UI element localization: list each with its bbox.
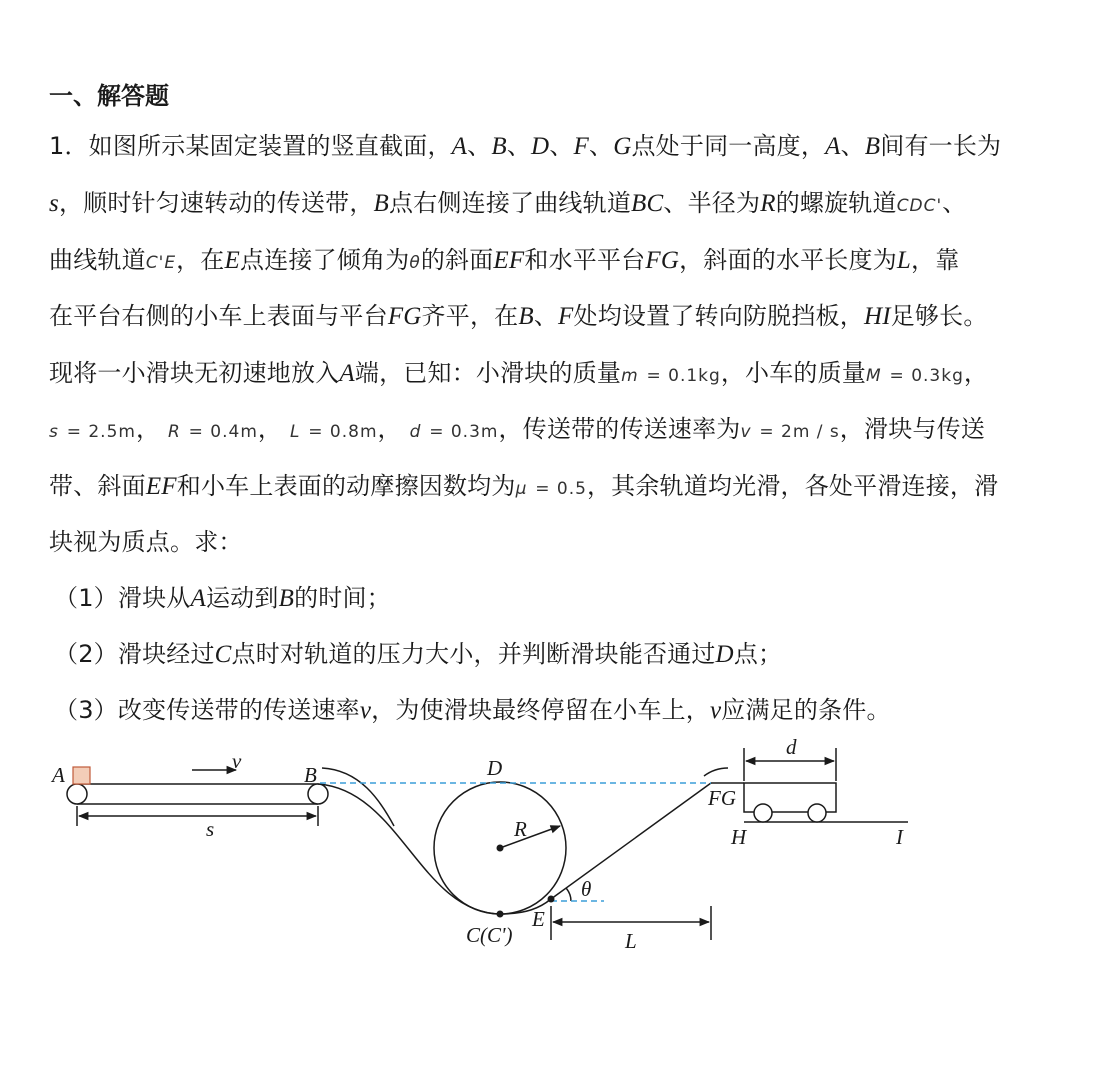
question-line-8: 块视为质点。求：	[49, 528, 243, 556]
incline-ef	[551, 783, 711, 899]
sub-question-1: （1）滑块从A运动到B的时间；	[54, 584, 391, 612]
sub-question-3: （3）改变传送带的传送速率v，为使滑块最终停留在小车上，v应满足的条件。	[54, 696, 891, 724]
label-b: B	[304, 763, 317, 787]
theta-arc	[566, 888, 571, 901]
right-pulley	[308, 784, 328, 804]
label-r: R	[514, 817, 527, 841]
label-s: s	[206, 817, 215, 841]
point-e	[548, 896, 555, 903]
label-h: H	[731, 825, 747, 849]
question-number: 1．	[49, 132, 89, 160]
loop-center-point	[497, 845, 504, 852]
label-e: E	[532, 907, 545, 931]
question-line-1: 1．如图所示某固定装置的竖直截面，A、B、D、F、G点处于同一高度，A、B间有一长为	[49, 132, 1002, 160]
label-i: I	[896, 825, 903, 849]
curve-bc	[318, 784, 500, 914]
slider-block	[73, 767, 90, 784]
question-line-2: s，顺时针匀速转动的传送带，B点右侧连接了曲线轨道BC、半径为R的螺旋轨道CDC'、	[49, 189, 967, 217]
label-d-dim: d	[786, 735, 797, 759]
guard-f	[704, 768, 728, 776]
point-c	[497, 911, 504, 918]
cart-wheel-right	[808, 804, 826, 822]
question-line-6: s = 2.5m， R = 0.4m， L = 0.8m， d = 0.3m，传送带的传送速率为v = 2m / s，滑块与传送	[49, 415, 985, 443]
label-l: L	[625, 929, 637, 953]
sub-question-2: （2）滑块经过C点时对轨道的压力大小，并判断滑块能否通过D点；	[54, 640, 783, 668]
cart-wheel-left	[754, 804, 772, 822]
label-theta: θ	[581, 877, 592, 901]
question-line-3: 曲线轨道C'E，在E点连接了倾角为θ的斜面EF和水平平台FG，斜面的水平长度为L，靠	[49, 246, 960, 274]
question-line-4: 在平台右侧的小车上表面与平台FG齐平，在B、F处均设置了转向防脱挡板，HI足够长。	[49, 302, 988, 330]
label-fg: FG	[708, 786, 736, 810]
label-d-point: D	[487, 756, 503, 780]
question-line-5: 现将一小滑块无初速地放入A端，已知：小滑块的质量m = 0.1kg，小车的质量M = 0.3kg，	[49, 359, 989, 387]
question-line-7: 带、斜面EF和小车上表面的动摩擦因数均为μ = 0.5，其余轨道均光滑，各处平滑连接，滑	[49, 472, 999, 500]
label-c: C(C')	[466, 923, 513, 947]
label-v: v	[232, 749, 242, 773]
left-pulley	[67, 784, 87, 804]
radius-arrow	[500, 826, 560, 848]
section-heading: 一、解答题	[49, 82, 169, 110]
label-a: A	[52, 763, 65, 787]
